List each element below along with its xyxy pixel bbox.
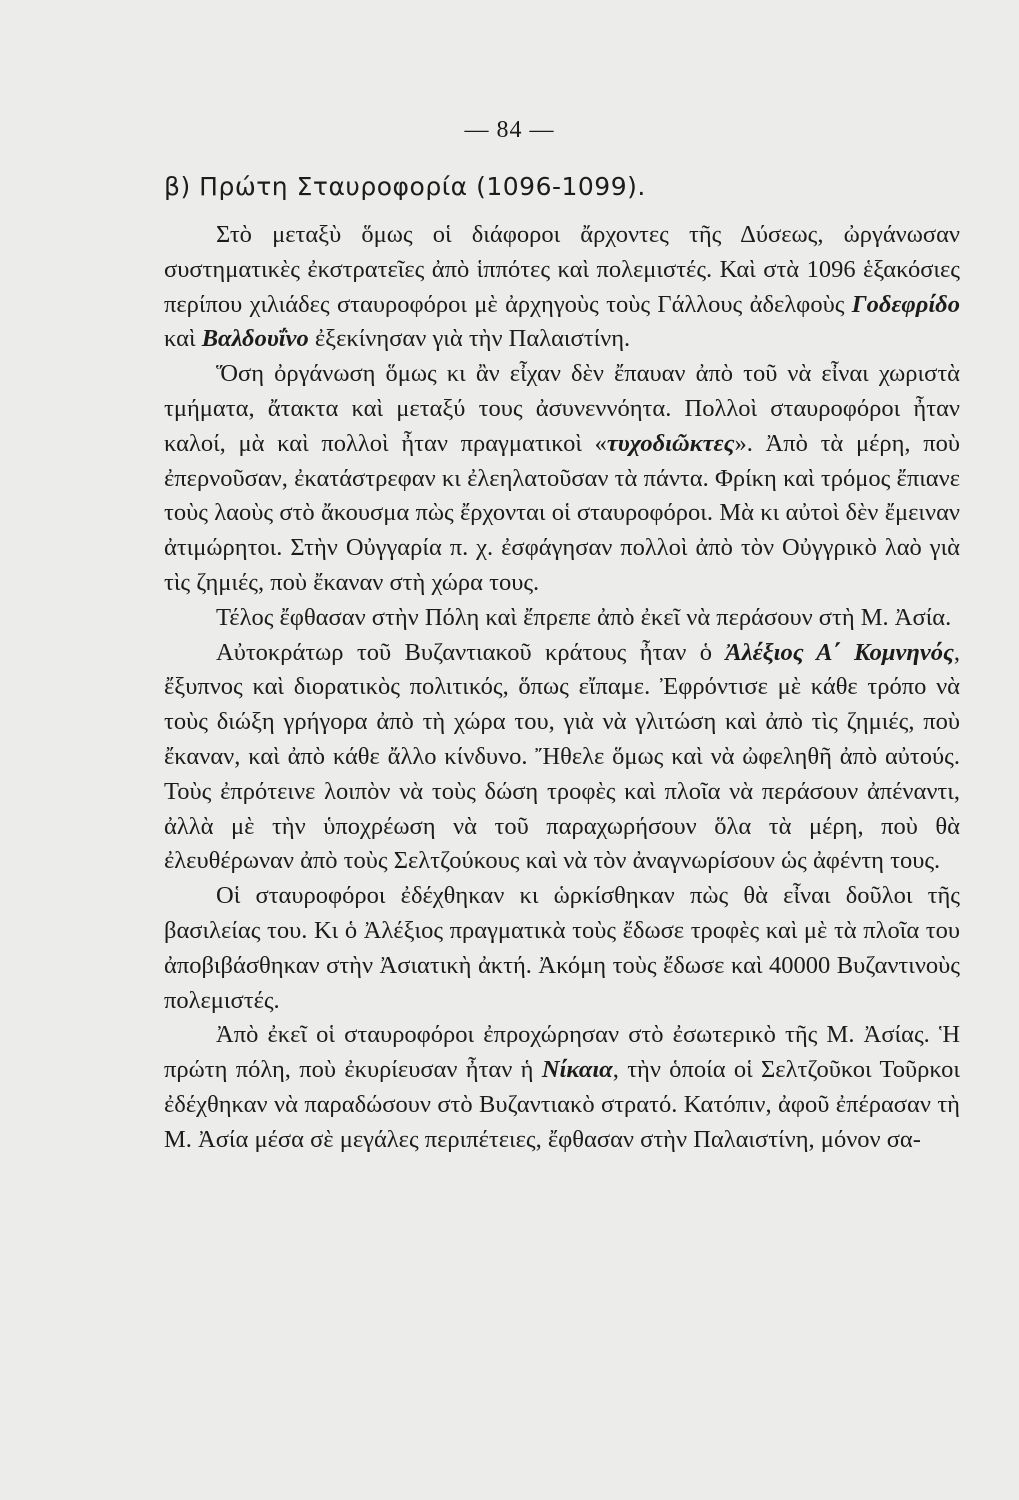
paragraph-text: Στὸ μεταξὺ ὅμως οἱ διάφοροι ἄρχοντες τῆς Δύσεως, ὠργάνωσαν συστηματικὲς ἐκστρατεῖες ἀπὸ ἱππότες καὶ πολεμιστές. Καὶ στὰ 1096 ἑξακόσιες περίπου χιλιάδες σταυροφόροι μὲ ἀρχηγοὺς τοὺς Γάλλους ἀδελφοὺς [164,221,960,318]
paragraph-6 [164,1018,960,1157]
paragraph-4 [164,636,960,880]
term-adventurers: τυχοδιῶκτες [606,429,735,457]
paragraph-text: Αὐτοκράτωρ τοῦ Βυζαντιακοῦ κράτους ἦταν ὁ [216,638,726,666]
paragraph-1 [164,218,960,357]
paragraph-text: καὶ [164,325,202,353]
paragraph-text: , ἔξυπνος καὶ διορατικὸς πολιτικός, ὅπως εἴπαμε. Ἐφρόντισε μὲ κάθε τρόπο νὰ τοὺς διώξη γρήγορα ἀπὸ τὴ χώρα του, γιὰ νὰ γλιτώση καὶ ἀπὸ τὶς ζημιές, ποὺ ἔκαναν, καὶ ἀπὸ κάθε ἄλλο κίνδυνο. Ἤθελε ὅμως καὶ νὰ ὠφεληθῆ ἀπὸ αὐτούς. Τοὺς ἐπρότεινε λοιπὸν νὰ τοὺς δώση τροφὲς καὶ πλοῖα νὰ περάσουν ἀπέναντι, ἀλλὰ μὲ τὴν ὑποχρέωση νὰ τοῦ παραχωρήσουν ὅλα τὰ μέρη, ποὺ θὰ ἐλευθέρωναν ἀπὸ τοὺς Σελτζούκους καὶ νὰ τὸν ἀναγνωρίσουν ὡς ἀφέντη τους. [164,638,960,875]
paragraph-5 [164,879,960,1018]
paragraph-text: Ἀπὸ ἐκεῖ οἱ σταυροφόροι ἐπροχώρησαν στὸ ἐσωτερικὸ τῆς Μ. Ἀσίας. Ἡ πρώτη πόλη, ποὺ ἐκυρίευσαν ἦταν ἡ [164,1021,960,1084]
name-nicaea: Νίκαια [541,1056,613,1084]
paragraph-2 [164,357,960,601]
section-heading: β) Πρώτη Σταυροφορία (1096-1099). [164,172,646,201]
paragraph-text: Ὅση ὀργάνωση ὅμως κι ἂν εἶχαν δὲν ἔπαυαν ἀπὸ τοῦ νὰ εἶναι χωριστὰ τμήματα, ἄτακτα καὶ μεταξύ τους ἀσυνεννόητα. Πολλοὶ σταυροφόροι ἦταν καλοί, μὰ καὶ πολλοὶ ἦταν πραγματικοὶ « [164,360,960,457]
paragraph-text: ἐξεκίνησαν γιὰ τὴν Παλαιστίνη. [308,325,631,353]
body-text [164,218,960,1158]
paragraph-text: , τὴν ὁποία οἱ Σελτζοῦκοι Τοῦρκοι ἐδέχθηκαν νὰ παραδώσουν στὸ Βυζαντιακὸ στρατό. Κατόπιν, ἀφοῦ ἐπέρασαν τὴ Μ. Ἀσία μέσα σὲ μεγάλες περιπέτειες, ἔφθασαν στὴν Παλαιστίνη, μόνον σα- [164,1056,960,1153]
paragraph-text: Οἱ σταυροφόροι ἐδέχθηκαν κι ὡρκίσθηκαν πὼς θὰ εἶναι δοῦλοι τῆς βασιλείας του. Κι ὁ Ἀλέξιος πραγματικὰ τοὺς ἔδωσε τροφὲς καὶ μὲ τὰ πλοῖα του ἀποβιβάσθηκαν στὴν Ἀσιατικὴ ἀκτή. Ἀκόμη τοὺς ἔδωσε καὶ 40000 Βυζαντινοὺς πολεμιστές. [164,882,960,1014]
name-alexios: Ἀλέξιος Α΄ Κομνηνός [725,638,954,666]
paragraph-text: Τέλος ἔφθασαν στὴν Πόλη καὶ ἔπρεπε ἀπὸ ἐκεῖ νὰ περάσουν στὴ Μ. Ἀσία. [216,603,952,631]
name-godfrey: Γοδεφρίδο [851,290,960,318]
page-number: — 84 — [464,117,555,143]
paragraph-3 [164,601,960,636]
paragraph-text: ». Ἀπὸ τὰ μέρη, ποὺ ἐπερνοῦσαν, ἐκατάστρεφαν κι ἐλεηλατοῦσαν τὰ πάντα. Φρίκη καὶ τρόμος ἔπιανε τοὺς λαοὺς στὸ ἄκουσμα πὼς ἔρχονται οἱ σταυροφόροι. Μὰ κι αὐτοὶ δὲν ἔμειναν ἀτιμώρητοι. Στὴν Οὐγγαρία π. χ. ἐσφάγησαν πολλοὶ ἀπὸ τὸν Οὐγγρικὸ λαὸ γιὰ τὶς ζημιές, ποὺ ἔκαναν στὴ χώρα τους. [164,429,960,596]
name-baldwin: Βαλδουΐνο [201,325,309,353]
